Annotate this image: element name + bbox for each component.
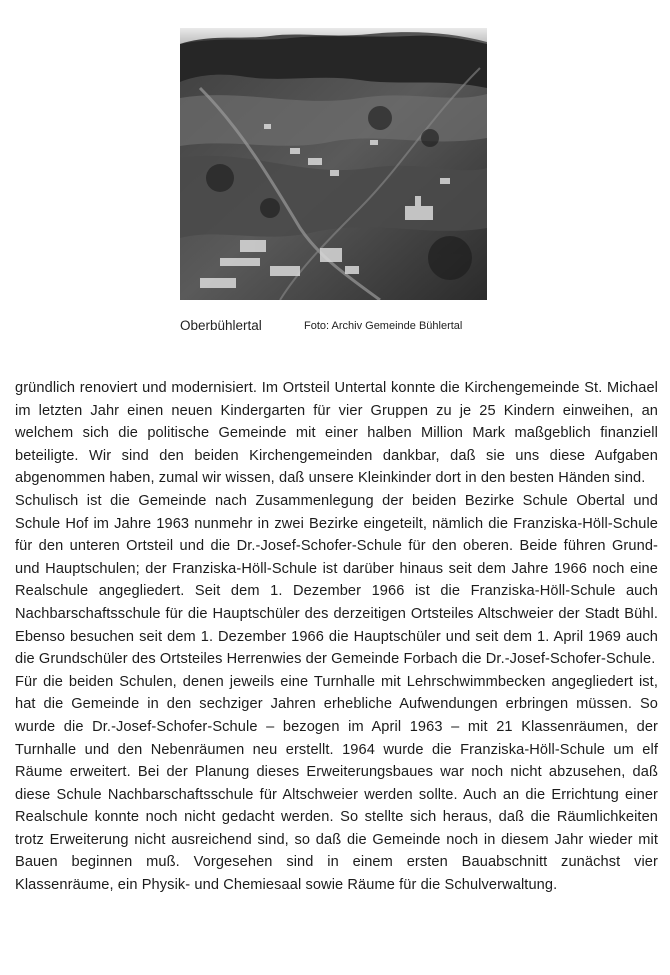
caption-place: Oberbühlertal [180, 318, 262, 333]
aerial-photo-graphic [180, 28, 487, 300]
aerial-photo [180, 28, 487, 300]
body-text [15, 377, 658, 897]
paragraph-3: Für die beiden Schulen, denen jeweils eine Turnhalle mit Lehrschwimmbecken angegliedert ist, hat die Gemeinde in den sechziger Jahren erhebliche Aufwendungen erbringen müssen. So wurde die Dr.-Josef-Schofer-Schule – bezogen im April 1963 – mit 21 Klassenräumen, der Turnhalle und den Nebenräumen neu erstellt. 1964 wurde die Franziska-Höll-Schule um elf Räume erweitert. Bei der Planung dieses Erweiterungsbaues war noch nicht abzusehen, daß diese Schule Nachbarschaftsschule für Altschweier werden sollte. Auch an die Errichtung einer Realschule konnte noch nicht gedacht werden. So stellte sich heraus, daß die Räumlichkeiten trotz Erweiterung nicht ausreichend sind, so daß die Gemeinde noch in diesem Jahr wieder mit Bauen beginnen muß. Vorgesehen sind in einem ersten Bauabschnitt zunächst vier Klassenräume, ein Physik- und Chemiesaal sowie Räume für die Schulverwaltung. [15, 673, 658, 894]
caption-credit: Foto: Archiv Gemeinde Bühlertal [304, 320, 463, 332]
paragraph-2: Schulisch ist die Gemeinde nach Zusammenlegung der beiden Bezirke Schule Obertal und Schule Hof im Jahre 1963 nunmehr in zwei Bezirke eingeteilt, nämlich die Franziska-Höll-Schule für den unteren Ortsteil und die Dr.-Josef-Schofer-Schule für den oberen. Beide führen Grund- und Hauptschulen; der Franziska-Höll-Schule ist darüber hinaus seit dem Jahre 1966 noch eine Realschule angegliedert. Seit dem 1. Dezember 1966 ist die Franziska-Höll-Schule auch Nachbarschaftsschule für die Hauptschüler des derzeitigen Ortsteiles Altschweier der Stadt Bühl. Ebenso besuchen seit dem 1. Dezember 1966 die Hauptschüler und seit dem 1. April 1969 auch die Grundschüler des Ortsteiles Herrenwies der Gemeinde Forbach die Dr.-Josef-Schofer-Schule. [15, 492, 658, 668]
paragraph-1: gründlich renoviert und modernisiert. Im Ortsteil Untertal konnte die Kirchengemeinde St. Michael im letzten Jahr einen neuen Kindergarten für vier Gruppen zu je 25 Kindern einweihen, an welchem sich die politische Gemeinde mit einer halben Million Mark maßgeblich finanziell beteiligte. Wir sind den beiden Kirchengemeinden dankbar, daß sie uns diese Aufgaben abgenommen haben, zumal wir wissen, daß unsere Kleinkinder dort in den besten Händen sind. [15, 380, 658, 487]
